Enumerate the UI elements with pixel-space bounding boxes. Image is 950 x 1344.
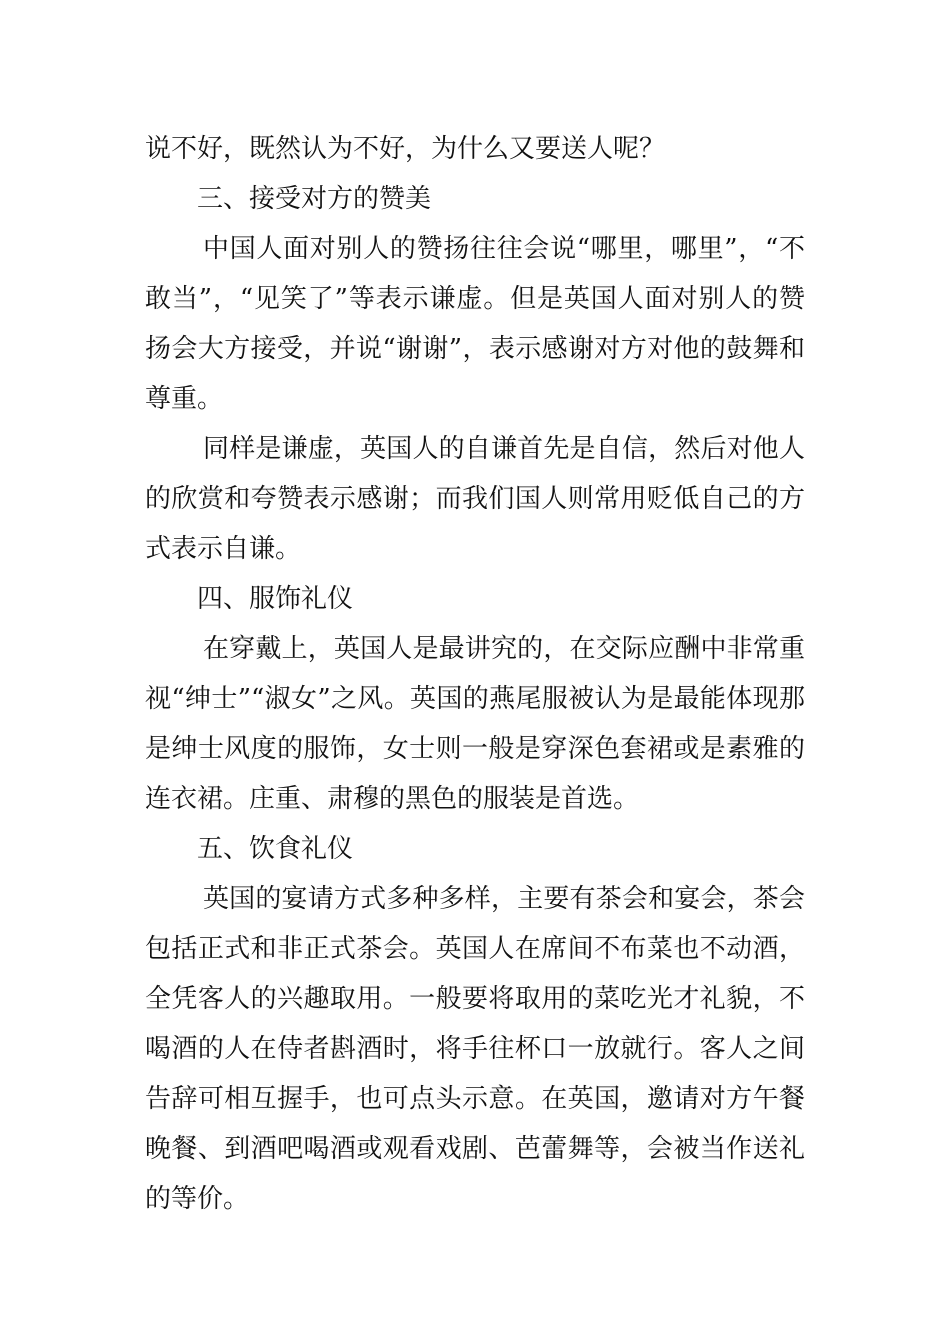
document-body — [145, 124, 805, 1224]
section-heading-dining-etiquette: 五、饮食礼仪 — [197, 834, 354, 864]
body-paragraph: 中国人面对别人的赞扬往往会说“哪里，哪里”，“不敢当”，“见笑了”等表示谦虚。但是英国人面对别人的赞扬会大方接受，并说“谢谢”，表示感谢对方对他的鼓舞和尊重。 — [145, 234, 805, 414]
continuation-paragraph: 说不好，既然认为不好，为什么又要送人呢？ — [145, 134, 666, 164]
body-paragraph: 在穿戴上，英国人是最讲究的，在交际应酬中非常重视“绅士”“淑女”之风。英国的燕尾服被认为是最能体现那是绅士风度的服饰，女士则一般是穿深色套裙或是素雅的连衣裙。庄重、肃穆的黑色的服装是首选。 — [145, 634, 805, 814]
section-heading-accept-praise: 三、接受对方的赞美 — [197, 184, 432, 214]
body-paragraph: 英国的宴请方式多种多样，主要有茶会和宴会，茶会包括正式和非正式茶会。英国人在席间不布菜也不动酒，全凭客人的兴趣取用。一般要将取用的菜吃光才礼貌，不喝酒的人在侍者斟酒时，将手往杯口一放就行。客人之间告辞可相互握手，也可点头示意。在英国，邀请对方午餐晚餐、到酒吧喝酒或观看戏剧、芭蕾舞等，会被当作送礼的等价。 — [145, 884, 805, 1214]
section-heading-dress-etiquette: 四、服饰礼仪 — [197, 584, 354, 614]
body-paragraph: 同样是谦虚，英国人的自谦首先是自信，然后对他人的欣赏和夸赞表示感谢；而我们国人则常用贬低自己的方式表示自谦。 — [145, 434, 805, 564]
